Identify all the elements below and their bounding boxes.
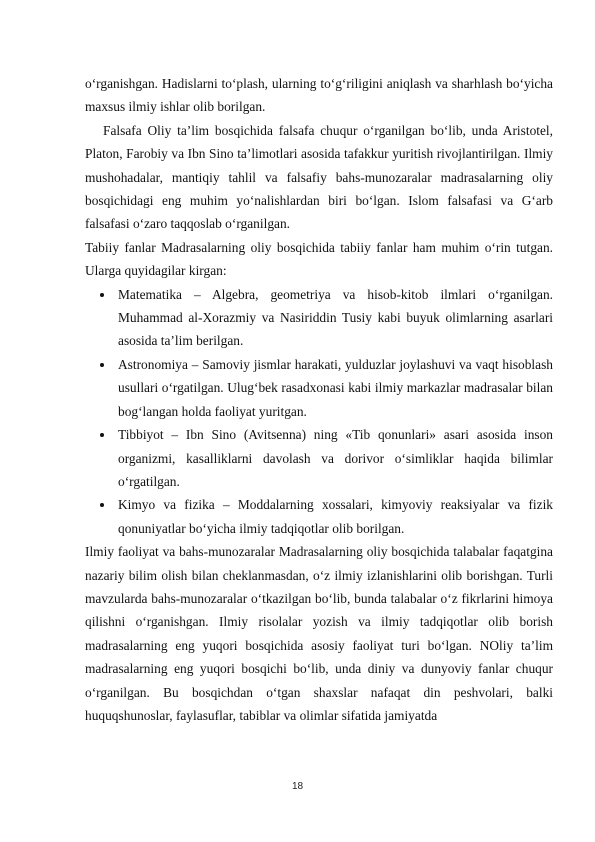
list-item-kimyo-fizika	[85, 493, 553, 540]
list-item-tibbiyot	[85, 423, 553, 493]
subject-list	[85, 283, 553, 540]
list-item-matematika	[85, 283, 553, 353]
bullet-icon	[100, 293, 104, 297]
page-number: 18	[291, 781, 304, 792]
list-item-text: Matematika – Algebra, geometriya va hisob-kitob ilmlari o‘rganilgan. Muhammad al-Xorazmiy va Nasiriddin Tusiy kabi buyuk olimlarning asarlari asosida ta’lim berilgan.	[118, 286, 553, 349]
bullet-icon	[100, 503, 104, 507]
bullet-icon	[100, 433, 104, 437]
bullet-icon	[100, 363, 104, 367]
paragraph-ilmiy-faoliyat: Ilmiy faoliyat va bahs-munozaralar Madrasalarning oliy bosqichida talabalar faqatgina nazariy bilim olish bilan cheklanmasdan, o‘z ilmiy izlanishlarini olib borishgan. Turli mavzularda bahs-munozaralar o‘tkazilgan bo‘lib, bunda talabalar o‘z fikrlarini himoya qilishni o‘rganishgan. Ilmiy risolalar yozish va ilmiy tadqiqotlar olib borish madrasalarning eng yuqori bosqichida asosiy faoliyat turi bo‘lgan. NOliy ta’lim madrasalarning eng yuqori bosqichi bo‘lib, unda diniy va dunyoviy fanlar chuqur o‘rganilgan. Bu bosqichdan o‘tgan shaxslar nafaqat din peshvolari, balki huquqshunoslar, faylasuflar, tabiblar va olimlar sifatida jamiyatda	[85, 544, 553, 723]
list-item-astronomiya	[85, 353, 553, 423]
list-item-text: Kimyo va fizika – Moddalarning xossalari, kimyoviy reaksiyalar va fizik qonuniyatlar bo‘yicha ilmiy tadqiqotlar olib borilgan.	[118, 497, 553, 536]
paragraph-tabiiy-fanlar: Tabiiy fanlar Madrasalarning oliy bosqichida tabiiy fanlar ham muhim o‘rin tutgan. Ularga quyidagilar kirgan:	[85, 239, 553, 279]
list-item-text: Tibbiyot – Ibn Sino (Avitsenna) ning «Tib qonunlari» asari asosida inson organizmi, kasalliklarni davolash va dorivor o‘simliklar haqida bilimlar o‘rgatilgan.	[118, 427, 553, 489]
page-body	[85, 72, 553, 727]
list-item-text: Astronomiya – Samoviy jismlar harakati, yulduzlar joylashuvi va vaqt hisoblash usullari o‘rgatilgan. Ulug‘bek rasadxonasi kabi ilmiy markazlar madrasalar bilan bog‘langan holda faoliyat yuritgan.	[118, 356, 553, 419]
paragraph-continuation: o‘rganishgan. Hadislarni to‘plash, ularning to‘g‘riligini aniqlash va sharhlash bo‘yicha maxsus ilmiy ishlar olib borilgan.	[85, 76, 553, 115]
paragraph-falsafa: Falsafa Oliy ta’lim bosqichida falsafa chuqur o‘rganilgan bo‘lib, unda Aristotel, Platon, Farobiy va Ibn Sino ta’limotlari asosida tafakkur yuritish rivojlantirilgan. Ilmiy mushohadalar, mantiqiy tahlil va falsafiy bahs-munozaralar madrasalarning oliy bosqichidagi eng muhim yo‘nalishlardan biri bo‘lgan. Islom falsafasi va G‘arb falsafasi o‘zaro taqqoslab o‘rganilgan.	[85, 122, 553, 232]
